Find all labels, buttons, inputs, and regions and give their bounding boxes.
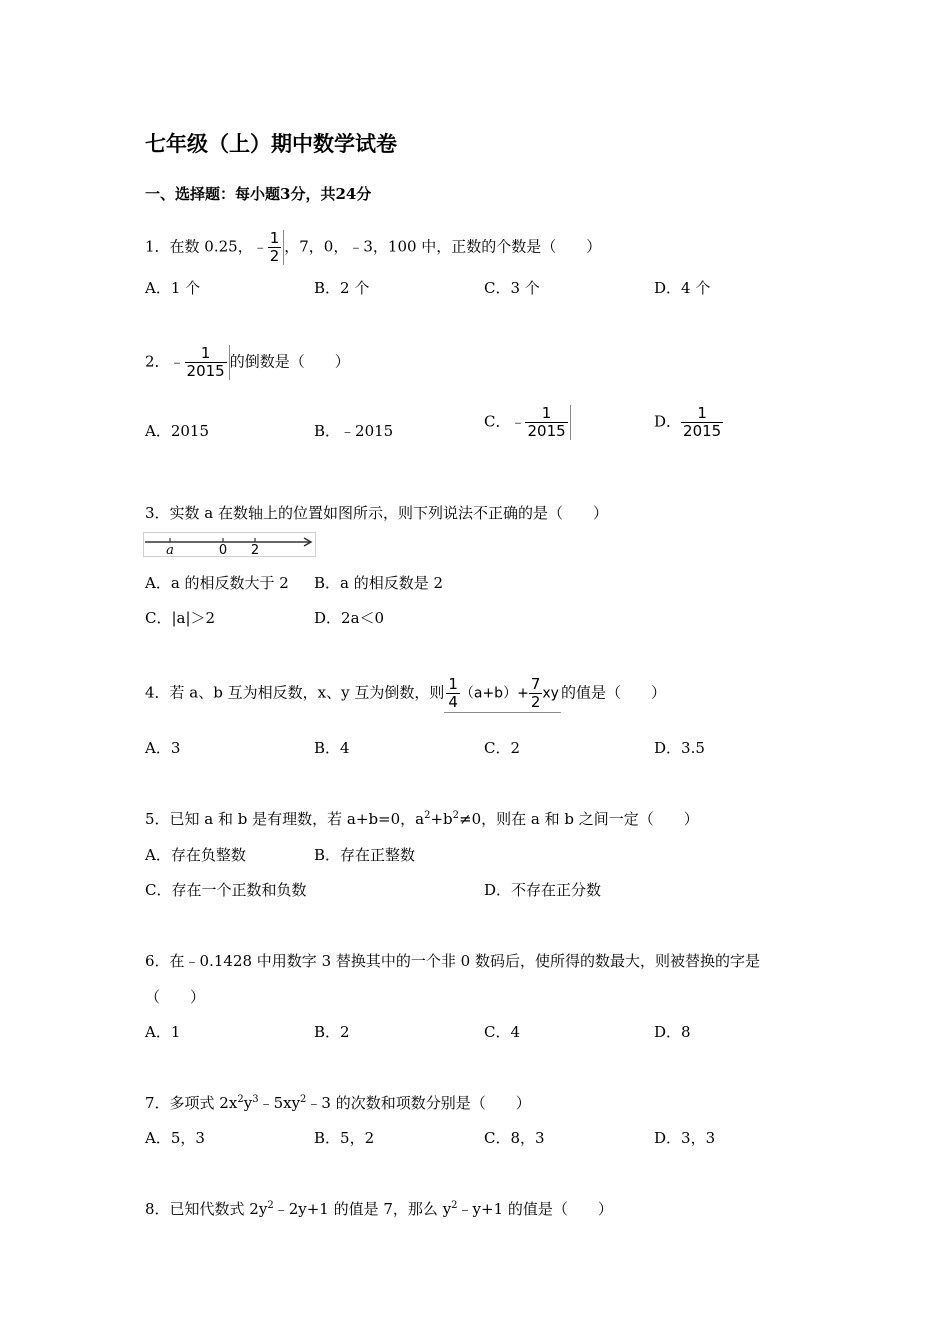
q2-fraction bbox=[185, 345, 230, 380]
q8-sup-2: 2 bbox=[451, 1200, 458, 1211]
q5-sup-2: 2 bbox=[452, 810, 460, 821]
q1-post: ，7，0，﹣3，100 中，正数的个数是（ ） bbox=[284, 237, 602, 256]
q4-f1-num: 1 bbox=[448, 675, 458, 693]
q6-option-a: A．1 bbox=[145, 1023, 181, 1041]
q5-stem-a: 5．已知 a 和 b 是有理数，若 a+b=0，a bbox=[145, 810, 425, 828]
q4-option-b: B．4 bbox=[314, 739, 350, 757]
q2-option-d bbox=[654, 405, 723, 440]
q2-frac-num: 1 bbox=[200, 344, 211, 362]
q4-expression bbox=[444, 676, 561, 713]
q4-option-d: D．3.5 bbox=[654, 739, 705, 757]
q2-option-b: B．﹣2015 bbox=[314, 422, 394, 440]
q4-frac-2 bbox=[529, 676, 543, 711]
q7-sup-3: 2 bbox=[300, 1094, 307, 1105]
q5-option-b: B．存在正整数 bbox=[314, 846, 416, 864]
label-2: 2 bbox=[250, 543, 260, 558]
q7-sup-1: 2 bbox=[237, 1094, 244, 1105]
q6-option-c: C．4 bbox=[484, 1023, 521, 1041]
section-heading: 一、选择题：每小题3分，共24分 bbox=[145, 185, 372, 203]
question-7-stem bbox=[145, 1093, 531, 1113]
q2-option-c bbox=[484, 405, 571, 440]
q1-frac-den: 2 bbox=[269, 247, 280, 265]
q8-part-c: ﹣y+1 的值是（ ） bbox=[457, 1200, 613, 1218]
q3-option-c: C．|a|＞2 bbox=[145, 609, 216, 627]
question-6-stem-cont: （ ） bbox=[145, 988, 206, 1006]
q7-sup-2: 3 bbox=[252, 1094, 259, 1105]
q4-frac-1 bbox=[446, 676, 460, 711]
q2-option-d-fraction bbox=[681, 405, 723, 440]
q6-option-b: B．2 bbox=[314, 1023, 350, 1041]
q1-frac-num: 1 bbox=[269, 229, 280, 247]
page-title: 七年级（上）期中数学试卷 bbox=[145, 131, 397, 156]
question-4-stem bbox=[145, 676, 666, 713]
number-line-figure bbox=[143, 532, 318, 558]
q2-pre: 2．﹣ bbox=[145, 352, 185, 371]
q5-sup-1: 2 bbox=[424, 810, 431, 821]
q4-mid: （a+b）+ bbox=[459, 685, 529, 702]
q5-stem-b: +b bbox=[430, 810, 453, 828]
question-3-stem: 3．实数 a 在数轴上的位置如图所示，则下列说法不正确的是（ ） bbox=[145, 504, 609, 522]
question-1-stem bbox=[145, 230, 601, 265]
q6-option-d: D．8 bbox=[654, 1023, 691, 1041]
q7-part-d: ﹣3 的次数和项数分别是（ ） bbox=[306, 1094, 531, 1112]
q2-option-a: A．2015 bbox=[145, 422, 210, 440]
q2-frac-den: 2015 bbox=[186, 362, 225, 380]
q7-part-a: 7．多项式 2x bbox=[145, 1094, 238, 1112]
q5-option-d: D．不存在正分数 bbox=[484, 881, 602, 899]
q3-option-d: D．2a＜0 bbox=[314, 609, 385, 627]
q1-option-b: B．2 个 bbox=[314, 279, 370, 297]
q4-f2-den: 2 bbox=[530, 693, 541, 711]
q3-option-a: A．a 的相反数大于 2 bbox=[145, 574, 289, 592]
q2-opt-d-num: 1 bbox=[697, 404, 707, 422]
q7-part-c: ﹣5xy bbox=[258, 1094, 301, 1112]
q8-sup-1: 2 bbox=[267, 1200, 274, 1211]
question-8-stem bbox=[145, 1199, 613, 1219]
q1-option-d: D．4 个 bbox=[654, 279, 711, 297]
q8-part-a: 8．已知代数式 2y bbox=[145, 1200, 268, 1218]
q1-fraction bbox=[268, 230, 285, 265]
q1-pre: 1．在数 0.25，﹣ bbox=[145, 237, 268, 256]
q2-opt-d-den: 2015 bbox=[683, 422, 722, 440]
q7-option-d: D．3，3 bbox=[654, 1129, 716, 1147]
q8-part-b: ﹣2y+1 的值是 7，那么 y bbox=[273, 1200, 452, 1218]
q3-option-b: B．a 的相反数是 2 bbox=[314, 574, 444, 592]
q2-opt-c-num: 1 bbox=[541, 404, 552, 422]
q5-stem-c: ≠0，则在 a 和 b 之间一定（ ） bbox=[459, 810, 699, 828]
q4-post: 的值是（ ） bbox=[560, 683, 666, 702]
q5-option-a: A．存在负整数 bbox=[145, 846, 246, 864]
q1-option-a: A．1 个 bbox=[145, 279, 201, 297]
question-5-stem bbox=[145, 809, 699, 829]
q2-opt-c-den: 2015 bbox=[527, 422, 566, 440]
q7-part-b: y bbox=[243, 1094, 253, 1112]
q5-option-c: C．存在一个正数和负数 bbox=[145, 881, 307, 899]
q7-option-c: C．8，3 bbox=[484, 1129, 545, 1147]
q4-option-c: C．2 bbox=[484, 739, 521, 757]
q4-var: xy bbox=[542, 685, 559, 702]
label-0: 0 bbox=[218, 543, 228, 558]
q7-option-a: A．5，3 bbox=[145, 1129, 205, 1147]
question-6-stem: 6．在﹣0.1428 中用数字 3 替换其中的一个非 0 数码后，使所得的数最大，则被替换的字是 bbox=[145, 952, 760, 970]
q7-option-b: B．5，2 bbox=[314, 1129, 375, 1147]
q2-option-c-fraction bbox=[525, 405, 570, 440]
q1-option-c: C．3 个 bbox=[484, 279, 540, 297]
q4-option-a: A．3 bbox=[145, 739, 181, 757]
q2-option-d-label: D． bbox=[654, 412, 682, 431]
q2-post: 的倒数是（ ） bbox=[229, 352, 350, 371]
label-a: a bbox=[166, 543, 174, 558]
q4-f2-num: 7 bbox=[530, 675, 541, 693]
q4-f1-den: 4 bbox=[448, 693, 458, 711]
q2-option-c-label: C．﹣ bbox=[484, 412, 526, 431]
question-2-stem bbox=[145, 345, 350, 380]
q4-pre: 4．若 a、b 互为相反数，x、y 互为倒数，则 bbox=[145, 683, 445, 702]
